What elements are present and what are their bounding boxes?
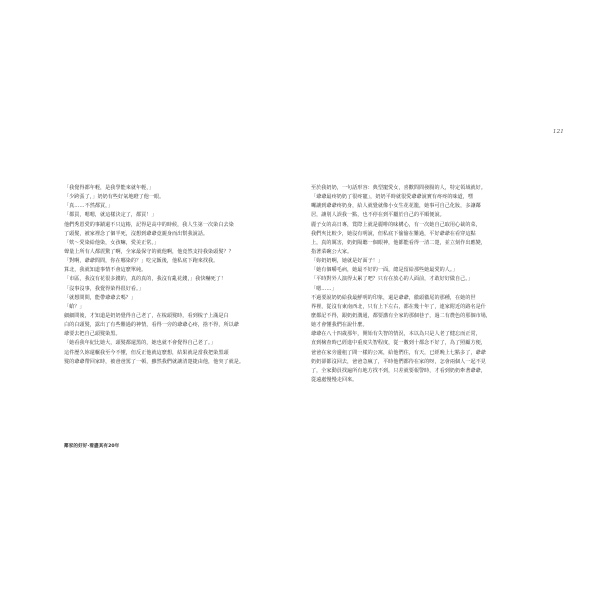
- text-line: 爺要去把自己頭髮染黑。: [64, 331, 121, 338]
- text-line: 「少跨張了，」奶奶有些好氣地瞪了他一眼。: [64, 194, 165, 201]
- text-line: 「欸～愛染給他染，女孩嘛，愛美正常。」: [64, 239, 160, 246]
- text-line: 「爺爺最疼奶奶了很疼寵」，奶奶平時就很愛爺爺說實有疼疼的味道，嘿: [311, 194, 474, 201]
- text-line: 至於我奶奶，一句話形容：典型寵愛女，喜歡問問發腸的人，特定領域就好。: [311, 185, 486, 191]
- text-line: 從遠處慢慢走回來。: [311, 376, 358, 383]
- text-line: 聲量上所有人都震驚了啊，全家最保守的就他啊，他竟然支持我染頭髮？？: [64, 248, 234, 255]
- text-line: 「蛤？」: [64, 303, 85, 310]
- text-line: 「我覺得都年輕，是我學能來就年輕，」: [64, 185, 155, 191]
- text-line: 算北，我就知道事情不會這麼單純。: [64, 267, 147, 274]
- text-line: 了頭髮，被家裡念了個半死，沒想到爺爺竟親身而出幫我說話。: [64, 230, 209, 237]
- text-line: 上，真的厲害，奶奶陽聽一個眼神，他都能看得一清二楚，並立刻作出應變，: [311, 239, 486, 246]
- text-line: 了，全家動員找遍所有地方找不到，只差就要報警時，才看到奶奶牽著爺爺，: [311, 367, 486, 374]
- text-line: 「真……不然都買，」: [64, 203, 113, 210]
- text-line: 「嗯……」: [311, 285, 337, 292]
- text-line: 麗子女的高日專，賞際上就是麗啡的味構心，有一次她自己取用心裁的菜，: [311, 221, 481, 228]
- text-line: 「對啊，爺爺問問，你在哪染的？」吃完飯後，他私底下跑來找我。: [64, 258, 219, 265]
- right-page-text: [311, 184, 534, 385]
- page-number: 121: [552, 129, 564, 135]
- text-line: 白的白頭髮，露出了有些難過的神情，看得一旁的爺爺心疼，捨不得，所以爺: [64, 322, 239, 329]
- text-line: 「都買，嗯嗯，就這樣決定了，都買！」: [64, 212, 157, 219]
- text-line: 髮的爺爺帶回家時，被爸爸罵了一頓，雖然我們就讓清楚捷由他，他突了就是。: [64, 358, 245, 365]
- text-line: 指著菜碗公大家。: [311, 248, 353, 255]
- text-line: 「市區，我沒有花很多錢的，真的真的，我沒有亂花錢，」我快嚇死了！: [64, 276, 227, 283]
- text-line: 「沒事沒事，我覺得染得很好看。」: [64, 285, 144, 292]
- text-line: 「平時對外人演得太累了吧？只有在放心的人面前，才敢好好做自己。」: [311, 276, 474, 283]
- text-line: 居，讓別人誤我一點，也不停在到平屬於自己的平順便說。: [311, 212, 445, 219]
- text-line: 直到檢查時已經進中重度失智程度，從一數到十都念不好了，為了照顧方便，: [311, 340, 486, 347]
- text-line: 囉讓到爺爺疼奶身，給人就覺就像小女生花花籠，她事可自己化妝，多讓鄰: [311, 203, 481, 210]
- text-line: 「她有個嚼毛病，她最不好的一面，總是留給那些她最愛的人。」: [311, 267, 458, 274]
- text-line: 奶奶卻都沒回去，爸爸急瘋了，平時他們都待在家的呀，怎會兩個人一起不見: [311, 358, 486, 365]
- text-line: 爸爸在家旁邊租了間一樣的公寓，給他們住，有天，已經晚上七點多了，爺爺: [311, 349, 486, 356]
- text-line: 「妳奶奶啊，她就是好面子！」: [311, 258, 384, 265]
- text-line: 爺爺在八十四歲那年，開始有失智的情況，本以為只是人老了健忘而正常，: [311, 331, 481, 338]
- left-page-text: [64, 184, 287, 367]
- text-line: 這件歷久妳還輾我至今不懂，但反正他就這麼想，結果就是當我把染黑頭: [64, 349, 229, 356]
- text-line: 界裡，從沒有東南西北，只有上下左右，都在幾十年了，連家附近的路名是什: [311, 303, 486, 310]
- text-line: 麼都記不得，跟奶奶溝通，都要講有全家的那個巷子，過二有農色的那個市場，: [311, 312, 492, 319]
- text-line: 她才會懂我們在說什麼。: [311, 322, 368, 329]
- running-footer: 鄰家的好好·看盡其有20年: [64, 444, 120, 449]
- text-line: 「就想問問，能帶爺爺去嗎？」: [64, 294, 137, 301]
- text-line: 細細問後，才知道是奶奶覺得自己老了，在梳頭髮時，看到梳子上滿是白: [64, 312, 229, 319]
- text-line: 不過要說奶奶給我最鮮明的印象，還是爺爺，徹頭徹尾的那種，在她的世: [311, 294, 476, 301]
- text-line: 「她看我年紀比她大，頭髮都還黑的，她也就不會覺得自己老了。」: [64, 340, 216, 347]
- text-line: 他們秀恩愛的事蹟還不只這樁，記得是高中的時候，我人生第一次染白去染: [64, 221, 234, 228]
- text-line: 我們夾比較少，她沒有明說，但私底下偷偷在難過，平好爺爺在看穿這點: [311, 230, 476, 237]
